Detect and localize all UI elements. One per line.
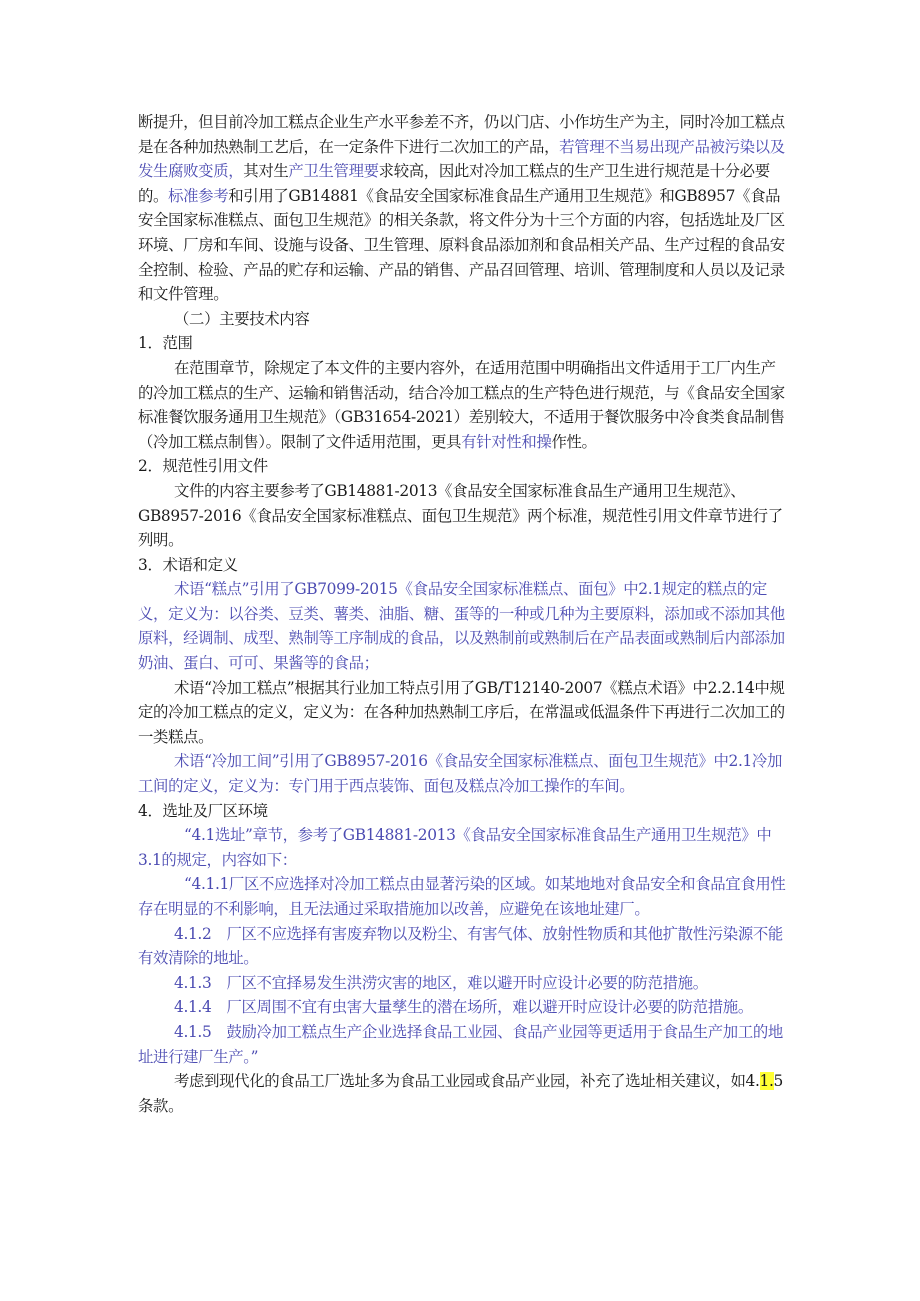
- paragraph-p-term2: [138, 676, 788, 750]
- text-run: （二）主要技术内容: [174, 309, 310, 328]
- text-run: 术语“冷加工糕点”根据其行业加工特点引用了GB/T12140-2007《糕点术语》中2.2.14中规定的冷加工糕点的定义，定义为：在各种加热熟制工序后，在常温或低温条件下再进行二次加工的一类糕点。: [138, 678, 785, 746]
- paragraph-p-411: [138, 872, 788, 921]
- text-run: 其对生: [243, 162, 289, 181]
- paragraph-p-412: [138, 922, 788, 971]
- paragraph-p-415: [138, 1020, 788, 1069]
- paragraph-intro: [138, 110, 788, 307]
- paragraph-h-main-tech: [138, 307, 788, 332]
- paragraph-h4: [138, 799, 788, 824]
- highlighted-text: 1.: [759, 1072, 774, 1091]
- body-text: [138, 110, 788, 1118]
- revised-text: 4.1.3 厂区不宜择易发生洪涝灾害的地区，难以避开时应设计必要的防范措施。: [174, 973, 708, 992]
- revised-text: 4.1.5 鼓励冷加工糕点生产企业选择食品工业园、食品产业园等更适用于食品生产加工的地址进行建厂生产。”: [138, 1022, 783, 1066]
- paragraph-p-term1: [138, 577, 788, 675]
- text-run: 求较高，因此对冷加工糕点的生产卫生进行规范是十分必要的。: [138, 162, 770, 205]
- revised-text: “4.1选址”章节，参考了GB14881-2013《食品安全国家标准食品生产通用卫生规范》中3.1的规定，内容如下：: [138, 826, 772, 869]
- text-run: 2．规范性引用文件: [138, 457, 268, 476]
- paragraph-h1: [138, 331, 788, 356]
- text-run: 3．术语和定义: [138, 555, 238, 574]
- revised-text: 4.1.4 厂区周围不宜有虫害大量孳生的潜在场所，难以避开时应设计必要的防范措施。: [174, 998, 753, 1017]
- text-run: 和引用了GB14881《食品安全国家标准食品生产通用卫生规范》和GB8957《食品安全国家标准糕点、面包卫生规范》的相关条款，将文件分为十三个方面的内容，包括选址及厂区环境、厂房和车间、设施与设备、卫生管理、原料食品添加剂和食品相关产品、生产过程的食品安全控制、检验、产品的贮存和运输、产品的销售、产品召回管理、培训、管理制度和人员以及记录和文件管理。: [138, 186, 785, 304]
- revised-text: 有针对性和操: [461, 432, 552, 451]
- revised-text: “4.1.1厂区不应选择对冷加工糕点由显著污染的区域。如某地地对食品安全和食品宜食用性存在明显的不利影响，且无法通过采取措施加以改善，应避免在该地址建厂。: [138, 875, 786, 918]
- paragraph-p-413: [138, 971, 788, 996]
- paragraph-h3: [138, 553, 788, 578]
- text-run: 文件的内容主要参考了GB14881-2013《食品安全国家标准食品生产通用卫生规范》、GB8957-2016《食品安全国家标准糕点、面包卫生规范》两个标准，规范性引用文件章节进行了列明。: [138, 481, 783, 550]
- text-run: 5条款。: [138, 1072, 783, 1115]
- text-run: 1．范围: [138, 334, 193, 353]
- revised-text: 标准参考: [168, 186, 229, 205]
- revised-text: 产卫生管理要: [288, 162, 379, 181]
- text-run: 在范围章节，除规定了本文件的主要内容外，在适用范围中明确指出文件适用于工厂内生产的冷加工糕点的生产、运输和销售活动，结合冷加工糕点的生产特色进行规范，与《食品安全国家标准餐饮服务通用卫生规范》（GB31654-2021）差别较大，不适用于餐饮服务中冷食类食品制售（冷加工糕点制售）。限制了文件适用范围，更具: [138, 358, 785, 451]
- revised-text: 4.1.2 厂区不应选择有害废弃物以及粉尘、有害气体、放射性物质和其他扩散性污染源不能有效清除的地址。: [138, 924, 783, 968]
- paragraph-h2: [138, 454, 788, 479]
- text-run: 作性。: [551, 432, 597, 451]
- revised-text: 术语“冷加工间”引用了GB8957-2016《食品安全国家标准糕点、面包卫生规范》中2.1冷加工间的定义，定义为：专门用于西点装饰、面包及糕点冷加工操作的车间。: [138, 752, 783, 796]
- paragraph-p-scope: [138, 356, 788, 454]
- text-run: 断提升，但目前冷加工糕点企业生产水平参差不齐，仍以门店、小作坊生产为主，同时冷加工糕点是在各种加热熟制工艺后，在一定条件下进行二次加工的产品，: [138, 113, 785, 156]
- paragraph-p-refs: [138, 479, 788, 553]
- revised-text: 术语“糕点”引用了GB7099-2015《食品安全国家标准糕点、面包》中2.1规定的糕点的定义，定义为：以谷类、豆类、薯类、油脂、糖、蛋等的一种或几种为主要原料，添加或不添加其他原料，经调制、成型、熟制等工序制成的食品，以及熟制前或熟制后在产品表面或熟制后内部添加奶油、蛋白、可可、果酱等的食品；: [138, 580, 785, 673]
- text-run: 4．选址及厂区环境: [138, 801, 268, 820]
- paragraph-p-414: [138, 995, 788, 1020]
- paragraph-p-consider: [138, 1069, 788, 1118]
- paragraph-p-term3: [138, 749, 788, 798]
- paragraph-p-site: [138, 823, 788, 872]
- text-run: 考虑到现代化的食品工厂选址多为食品工业园或食品产业园，补充了选址相关建议，如4.: [174, 1072, 760, 1091]
- revised-text: 若管理不当易出现产品被污染以及发生腐败变质，: [138, 137, 785, 181]
